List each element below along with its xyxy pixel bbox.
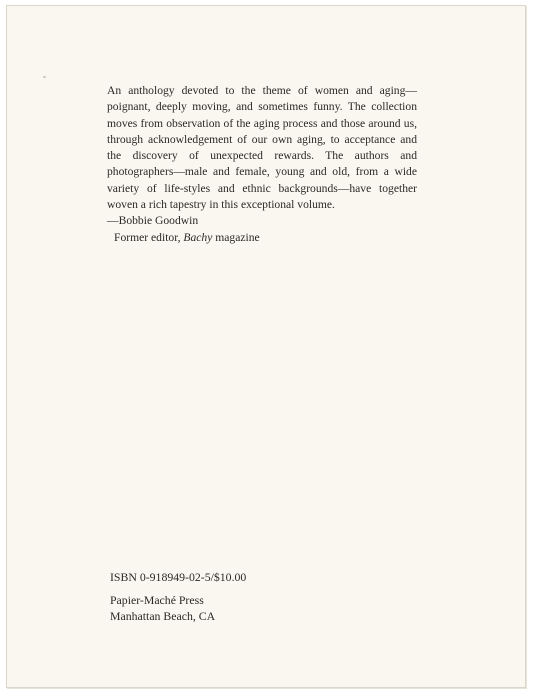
book-back-cover: [6, 5, 526, 688]
publisher-name: Papier-Maché Press: [110, 593, 204, 607]
attribution-role-suffix: magazine: [212, 230, 260, 244]
imprint-block: [110, 569, 246, 624]
blurb-block: [107, 83, 417, 246]
paper-speck: [43, 76, 46, 78]
attribution: [107, 213, 417, 246]
isbn-price: ISBN 0-918949-02-5/$10.00: [110, 570, 247, 584]
attribution-role: [107, 230, 417, 246]
attribution-author: —Bobbie Goodwin: [107, 214, 199, 228]
attribution-role-prefix: Former editor,: [114, 230, 184, 244]
publisher-location: Manhattan Beach, CA: [110, 609, 216, 623]
blurb-paragraph: An anthology devoted to the theme of women and aging—poignant, deeply moving, and sometimes funny. The collection moves from observation of the aging process and those around us, through acknowledgement of our own aging, to acceptance and the discovery of unexpected rewards. The authors and photographers—male and female, young and old, from a wide variety of life-styles and ethnic backgrounds—have together woven a rich tapestry in this exceptional volume.: [107, 84, 417, 212]
magazine-name: Bachy: [183, 230, 213, 244]
